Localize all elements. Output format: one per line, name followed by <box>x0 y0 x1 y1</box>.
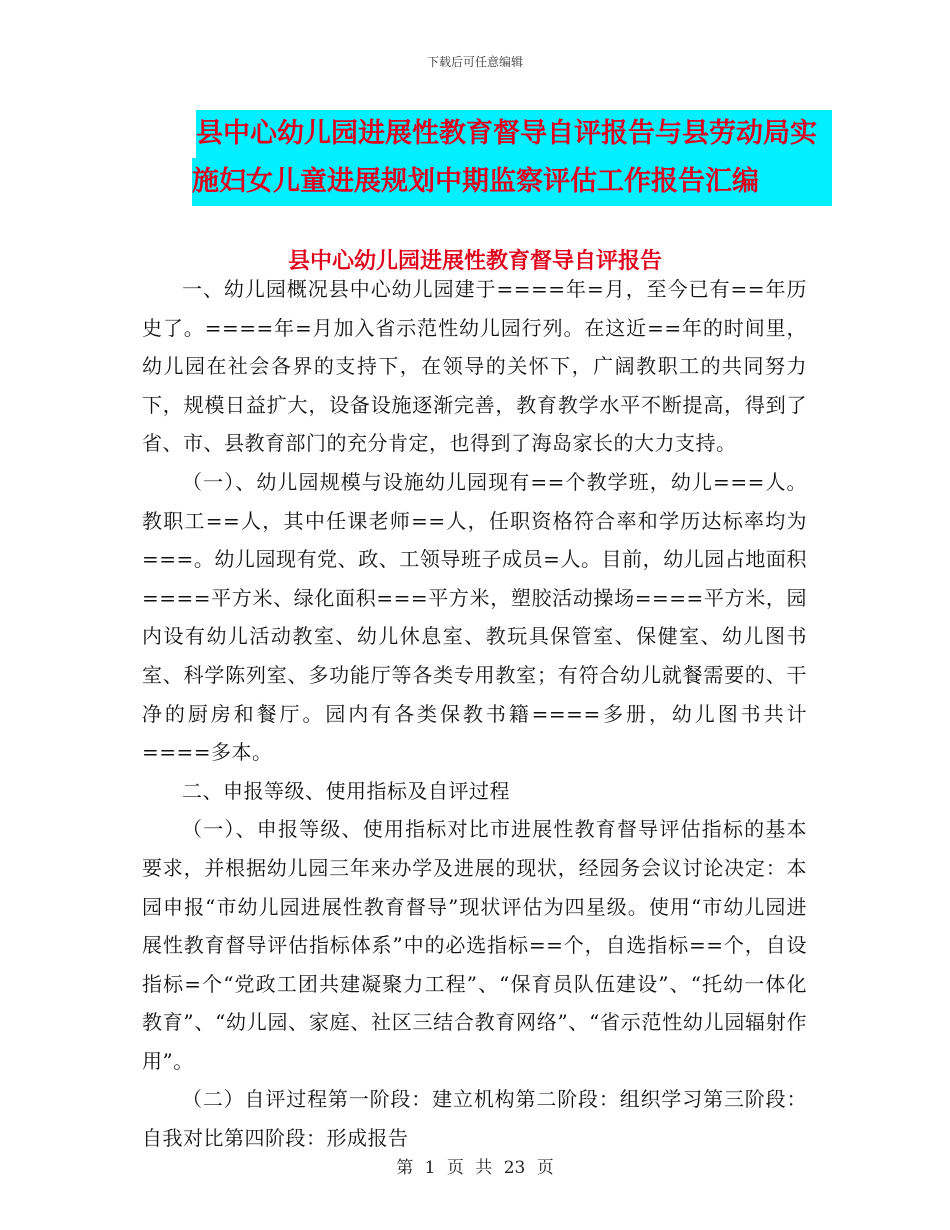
paragraph-overview: 一、幼儿园概况县中心幼儿园建于====年=月，至今已有==年历史了。====年=月加入省示范性幼儿园行列。在这近==年的时间里，幼儿园在社会各界的支持下，在领导的关怀下，广阔教职工的共同努力下，规模日益扩大，设备设施逐渐完善，教育教学水平不断提高，得到了省、市、县教育部门的充分肯定，也得到了海岛家长的大力支持。 <box>142 277 807 456</box>
paragraph-indicators: （一）、申报等级、使用指标对比市进展性教育督导评估指标的基本要求，并根据幼儿园三年来办学及进展的现状，经园务会议讨论决定：本园申报“市幼儿园进展性教育督导”现状评估为四星级。使用“市幼儿园进展性教育督导评估指标体系”中的必选指标==个，自选指标==个，自设指标=个“党政工团共建凝聚力工程”、“保育员队伍建设”、“托幼一体化教育”、“幼儿园、家庭、社区三结合教育网络”、“省示范性幼儿园辐射作用”。 <box>142 817 807 1073</box>
title-line-2: 施妇女儿童进展规划中期监察评估工作报告汇编 <box>192 166 759 197</box>
body-text <box>142 270 807 1158</box>
document-title <box>192 110 832 206</box>
paragraph-heading-2: 二、申报等级、使用指标及自评过程 <box>182 778 510 803</box>
section-title: 县中心幼儿园进展性教育督导自评报告 <box>287 249 662 274</box>
paragraph-scale-facilities: （一）、幼儿园规模与设施幼儿园现有==个教学班，幼儿===人。教职工==人，其中任课老师==人，任职资格符合率和学历达标率均为===。幼儿园现有党、政、工领导班子成员=人。目前，幼儿园占地面积====平方米、绿化面积===平方米，塑胶活动操场====平方米，园内设有幼儿活动教室、幼儿休息室、教玩具保管室、保健室、幼儿图书室、科学陈列室、多功能厅等各类专用教室；有符合幼儿就餐需要的、干净的厨房和餐厅。园内有各类保教书籍====多册，幼儿图书共计====多本。 <box>142 469 807 765</box>
title-line-1: 县中心幼儿园进展性教育督导自评报告与县劳动局实 <box>196 118 817 149</box>
paragraph-process: （二）自评过程第一阶段：建立机构第二阶段：组织学习第三阶段：自我对比第四阶段：形成报告 <box>142 1087 807 1151</box>
header-note: 下载后可任意编辑 <box>426 55 523 69</box>
page-footer: 第 1 页 共 23 页 <box>396 1158 554 1178</box>
